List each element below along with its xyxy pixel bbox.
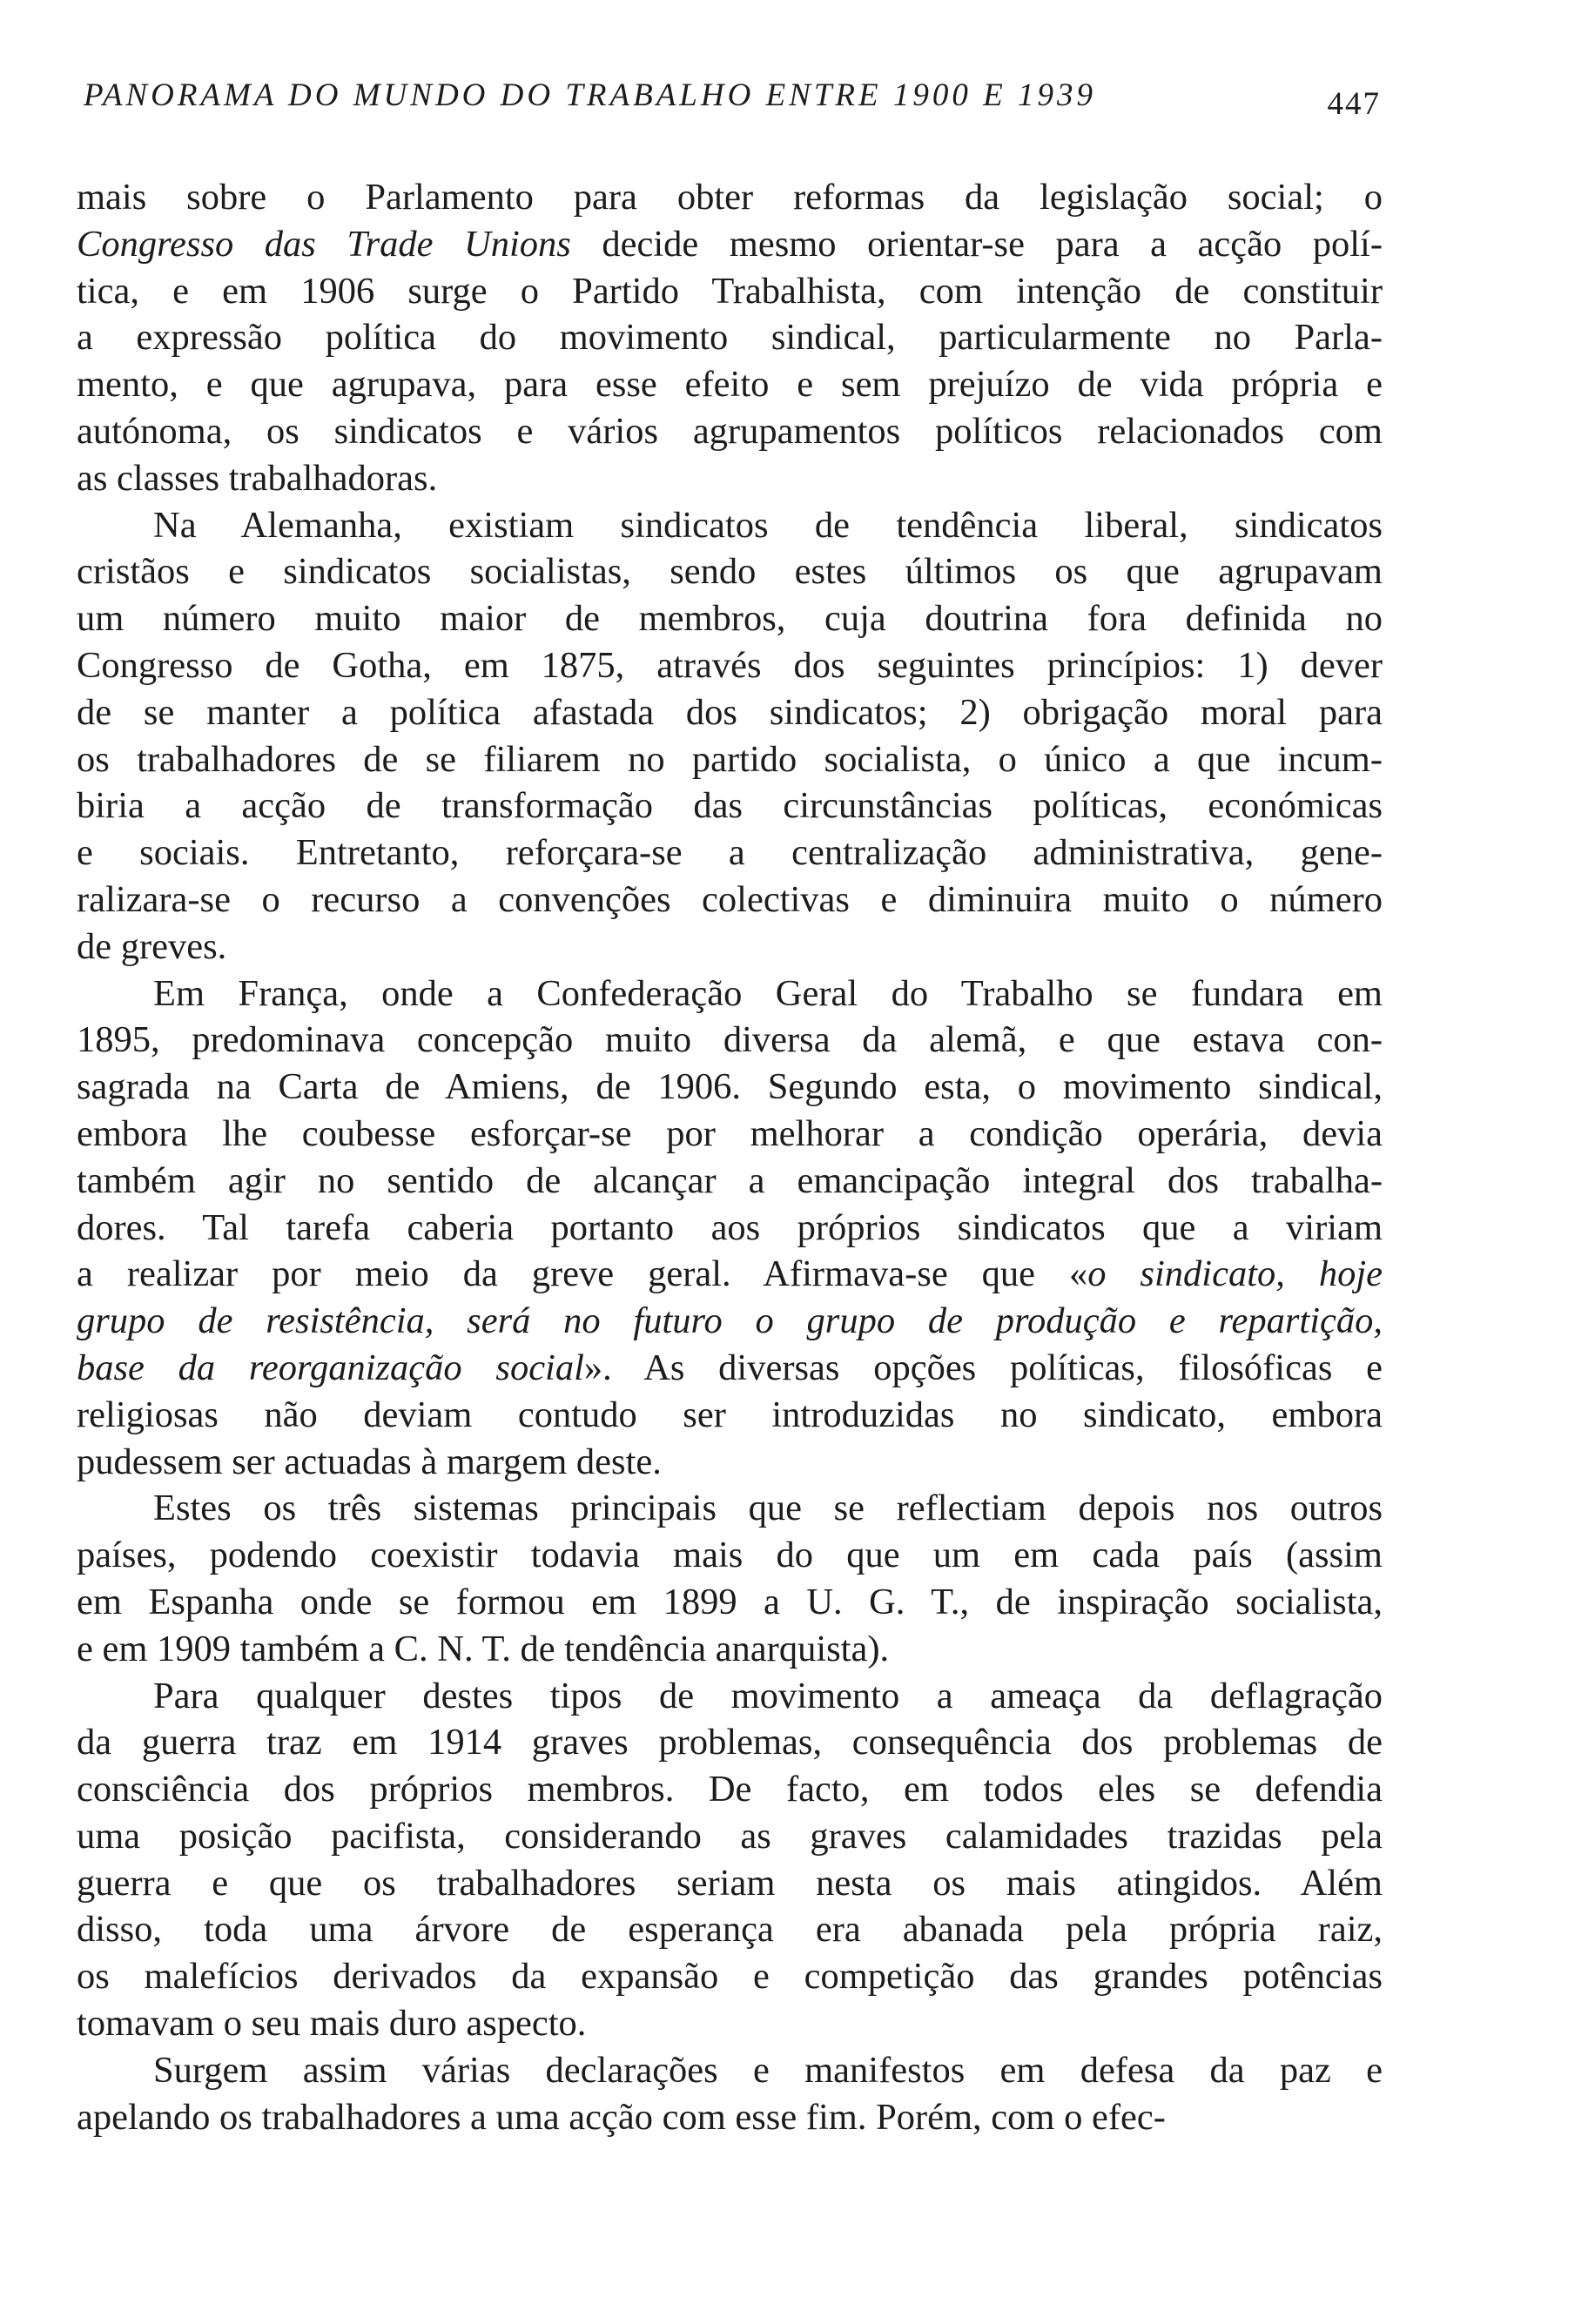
body-text [77, 174, 1383, 2140]
text-line: autónoma, os sindicatos e vários agrupamentos políticos relacionados com [77, 410, 1383, 452]
text-line: também agir no sentido de alcançar a emancipação integral dos trabalha- [77, 1159, 1383, 1201]
text-line: e sociais. Entretanto, reforçara-se a centralização administrativa, gene- [77, 832, 1383, 874]
text-line: consciência dos próprios membros. De facto, em todos eles se defendia [77, 1769, 1383, 1810]
text-line: pudessem ser actuadas à margem deste. [77, 1441, 662, 1482]
text-line: os trabalhadores de se filiarem no partido socialista, o único a que incum- [77, 738, 1383, 780]
text-line: cristãos e sindicatos socialistas, sendo estes últimos os que agrupavam [77, 551, 1383, 593]
text-line: Na Alemanha, existiam sindicatos de tendência liberal, sindicatos [153, 504, 1383, 546]
text-line: disso, toda uma árvore de esperança era abanada pela própria raiz, [77, 1909, 1383, 1951]
text-line: mais sobre o Parlamento para obter reformas da legislação social; o [77, 177, 1383, 218]
text-line: embora lhe coubesse esforçar-se por melhorar a condição operária, devia [77, 1112, 1383, 1154]
text-line: Congresso de Gotha, em 1875, através dos seguintes princípios: 1) dever [77, 644, 1383, 686]
text-line: base da reorganização social». As diversas opções políticas, filosóficas e [77, 1347, 1383, 1388]
text-line: mento, e que agrupava, para esse efeito e sem prejuízo de vida própria e [77, 364, 1383, 406]
paragraph [77, 2047, 1383, 2141]
text-line: Em França, onde a Confederação Geral do Trabalho se fundara em [153, 972, 1383, 1014]
text-line: ralizara-se o recurso a convenções colectivas e diminuira muito o número [77, 878, 1383, 920]
paragraph [77, 971, 1383, 1486]
text-line: um número muito maior de membros, cuja doutrina fora definida no [77, 598, 1383, 640]
text-line: apelando os trabalhadores a uma acção com esse fim. Porém, com o efec- [77, 2096, 1166, 2138]
text-line: dores. Tal tarefa caberia portanto aos próprios sindicatos que a viriam [77, 1206, 1383, 1248]
text-line: Surgem assim várias declarações e manifestos em defesa da paz e [153, 2049, 1383, 2091]
paragraph [77, 1485, 1383, 1672]
text-line: biria a acção de transformação das circunstâncias políticas, económicas [77, 785, 1383, 827]
text-line: de greves. [77, 925, 227, 967]
running-title: PANORAMA DO MUNDO DO TRABALHO ENTRE 1900 E 1939 [84, 77, 1096, 113]
text-line: uma posição pacifista, considerando as graves calamidades trazidas pela [77, 1815, 1383, 1857]
text-line: Para qualquer destes tipos de movimento a ameaça da deflagração [153, 1675, 1383, 1716]
text-line: Congresso das Trade Unions decide mesmo orientar-se para a acção polí- [77, 223, 1383, 265]
paragraph [77, 502, 1383, 971]
text-line: países, podendo coexistir todavia mais do que um em cada país (assim [77, 1535, 1383, 1576]
text-line: a expressão política do movimento sindical, particularmente no Parla- [77, 317, 1383, 359]
text-line: Estes os três sistemas principais que se reflectiam depois nos outros [153, 1488, 1383, 1529]
text-line: a realizar por meio da greve geral. Afirmava-se que «o sindicato, hoje [77, 1253, 1383, 1295]
text-line: de se manter a política afastada dos sindicatos; 2) obrigação moral para [77, 691, 1383, 733]
text-line: tica, e em 1906 surge o Partido Trabalhista, com intenção de constituir [77, 270, 1383, 312]
text-line: e em 1909 também a C. N. T. de tendência anarquista). [77, 1628, 890, 1669]
text-line: guerra e que os trabalhadores seriam nesta os mais atingidos. Além [77, 1862, 1383, 1904]
text-line: religiosas não deviam contudo ser introduzidas no sindicato, embora [77, 1394, 1383, 1435]
page-header [84, 77, 1381, 129]
text-line: tomavam o seu mais duro aspecto. [77, 2003, 587, 2045]
text-line: sagrada na Carta de Amiens, de 1906. Segundo esta, o movimento sindical, [77, 1066, 1383, 1108]
paragraph [77, 1673, 1383, 2047]
text-line: da guerra traz em 1914 graves problemas, consequência dos problemas de [77, 1722, 1383, 1763]
text-line: grupo de resistência, será no futuro o grupo de produção e repartição, [77, 1300, 1383, 1342]
page-number: 447 [1327, 86, 1381, 122]
text-line: as classes trabalhadoras. [77, 457, 438, 499]
text-line: os malefícios derivados da expansão e competição das grandes potências [77, 1956, 1383, 1998]
paragraph [77, 174, 1383, 502]
text-line: 1895, predominava concepção muito diversa da alemã, e que estava con- [77, 1019, 1383, 1061]
text-line: em Espanha onde se formou em 1899 a U. G. T., de inspiração socialista, [77, 1581, 1383, 1622]
